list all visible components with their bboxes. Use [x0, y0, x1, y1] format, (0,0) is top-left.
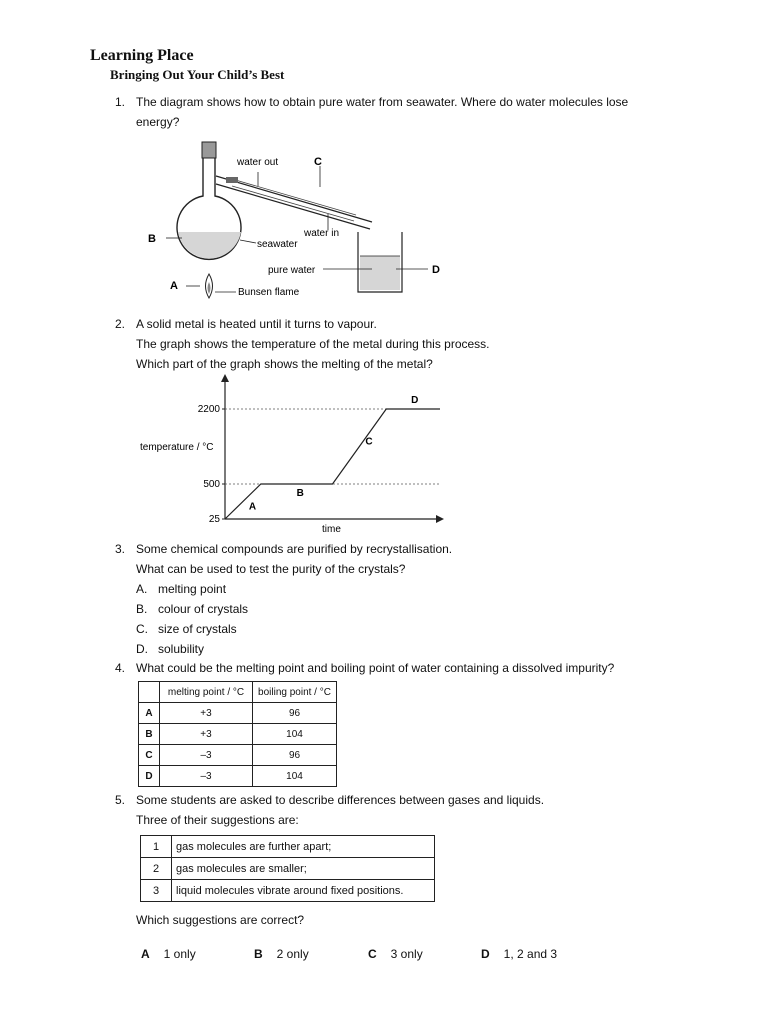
- question-text-line: Some students are asked to describe differences between gases and liquids.: [136, 793, 545, 807]
- option-letter: C.: [136, 622, 148, 636]
- option-letter: D: [481, 947, 490, 961]
- distillation-diagram: [140, 136, 460, 306]
- y-axis-arrow: [221, 374, 229, 382]
- bunsen-flame-icon: [206, 274, 213, 298]
- table-cell: liquid molecules vibrate around fixed positions.: [172, 880, 435, 902]
- y-axis-label: temperature / °C: [140, 442, 214, 453]
- y-tick-label: 2200: [197, 404, 220, 415]
- table-cell: 104: [253, 766, 337, 787]
- temperature-time-graph: [130, 374, 460, 540]
- answer-option-b: [254, 947, 309, 961]
- table-row: [141, 836, 435, 858]
- option-text: 2 only: [276, 947, 309, 961]
- answer-option-c: [368, 947, 423, 961]
- table-cell: gas molecules are further apart;: [172, 836, 435, 858]
- table-row: [139, 703, 337, 724]
- table-header-cell: boiling point / °C: [253, 682, 337, 703]
- table-header-cell: melting point / °C: [160, 682, 253, 703]
- table-cell: 96: [253, 703, 337, 724]
- melting-boiling-table: [138, 681, 337, 787]
- condenser: [216, 172, 372, 230]
- section-label: A: [248, 501, 257, 513]
- x-axis-label: time: [322, 524, 341, 535]
- answer-option-d: [481, 947, 557, 961]
- option-text: 3 only: [390, 947, 423, 961]
- question-text-line: Which part of the graph shows the melting of the metal?: [136, 357, 433, 371]
- x-axis-arrow: [436, 515, 444, 523]
- table-cell: B: [139, 724, 160, 745]
- option-letter: D.: [136, 642, 148, 656]
- table-row: [139, 745, 337, 766]
- question-text-line: The diagram shows how to obtain pure water from seawater. Where do water molecules lose: [136, 95, 629, 109]
- option-text: melting point: [158, 582, 227, 596]
- option-text: colour of crystals: [158, 602, 249, 616]
- y-tick-label: 25: [208, 514, 220, 525]
- table-cell: 104: [253, 724, 337, 745]
- bunsen-flame-label: Bunsen flame: [238, 287, 300, 298]
- page-title: Learning Place: [90, 47, 194, 64]
- y-tick-label: 500: [203, 479, 220, 490]
- table-cell: –3: [160, 745, 253, 766]
- question-text-line: What can be used to test the purity of the crystals?: [136, 562, 406, 576]
- table-cell: 2: [141, 858, 172, 880]
- question-number: 5.: [115, 793, 126, 807]
- table-cell: +3: [160, 703, 253, 724]
- answer-option-a: [141, 947, 196, 961]
- table-row: [139, 766, 337, 787]
- option-text: 1 only: [163, 947, 196, 961]
- section-label: B: [296, 488, 304, 499]
- temperature-curve: [225, 409, 440, 519]
- table-cell: +3: [160, 724, 253, 745]
- section-label: D: [411, 395, 419, 406]
- option-letter: C: [368, 947, 377, 961]
- question-number: 4.: [115, 661, 126, 675]
- question-text-line: Some chemical compounds are purified by recrystallisation.: [136, 542, 453, 556]
- label-b: B: [148, 233, 156, 245]
- question-text-line: The graph shows the temperature of the metal during this process.: [136, 337, 490, 351]
- question-number: 2.: [115, 317, 126, 331]
- question-text-line: What could be the melting point and boiling point of water containing a dissolved impurity?: [136, 661, 615, 675]
- pure-water-label: pure water: [268, 265, 316, 276]
- option-text: size of crystals: [158, 622, 237, 636]
- option-letter: B.: [136, 602, 148, 616]
- table-cell: 1: [141, 836, 172, 858]
- table-cell: gas molecules are smaller;: [172, 858, 435, 880]
- label-d: D: [432, 264, 440, 276]
- page-subtitle: Bringing Out Your Child’s Best: [110, 67, 285, 82]
- option-text: 1, 2 and 3: [503, 947, 558, 961]
- table-row: [139, 724, 337, 745]
- water-in-label: water in: [304, 228, 340, 239]
- question-text-line: energy?: [136, 115, 180, 129]
- label-a: A: [170, 280, 178, 292]
- suggestions-table: [140, 835, 435, 902]
- table-cell: 3: [141, 880, 172, 902]
- water-out-label: water out: [237, 157, 279, 168]
- option-letter: B: [254, 947, 263, 961]
- seawater-label: seawater: [257, 239, 298, 250]
- table-row: [141, 858, 435, 880]
- label-c: C: [314, 156, 322, 168]
- option-letter: A.: [136, 582, 148, 596]
- table-cell: A: [139, 703, 160, 724]
- table-cell: D: [139, 766, 160, 787]
- option-letter: A: [141, 947, 150, 961]
- table-cell: –3: [160, 766, 253, 787]
- question-number: 3.: [115, 542, 126, 556]
- table-row: [141, 880, 435, 902]
- beaker: [358, 232, 402, 292]
- table-header-row: [139, 682, 337, 703]
- question-prompt: Which suggestions are correct?: [136, 913, 305, 927]
- table-header-cell: [139, 682, 160, 703]
- table-cell: C: [139, 745, 160, 766]
- option-text: solubility: [158, 642, 205, 656]
- table-cell: 96: [253, 745, 337, 766]
- question-text-line: A solid metal is heated until it turns to vapour.: [136, 317, 377, 331]
- question-number: 1.: [115, 95, 126, 109]
- section-label: C: [365, 436, 373, 448]
- question-text-line: Three of their suggestions are:: [136, 813, 299, 827]
- seawater-fill: [178, 232, 241, 258]
